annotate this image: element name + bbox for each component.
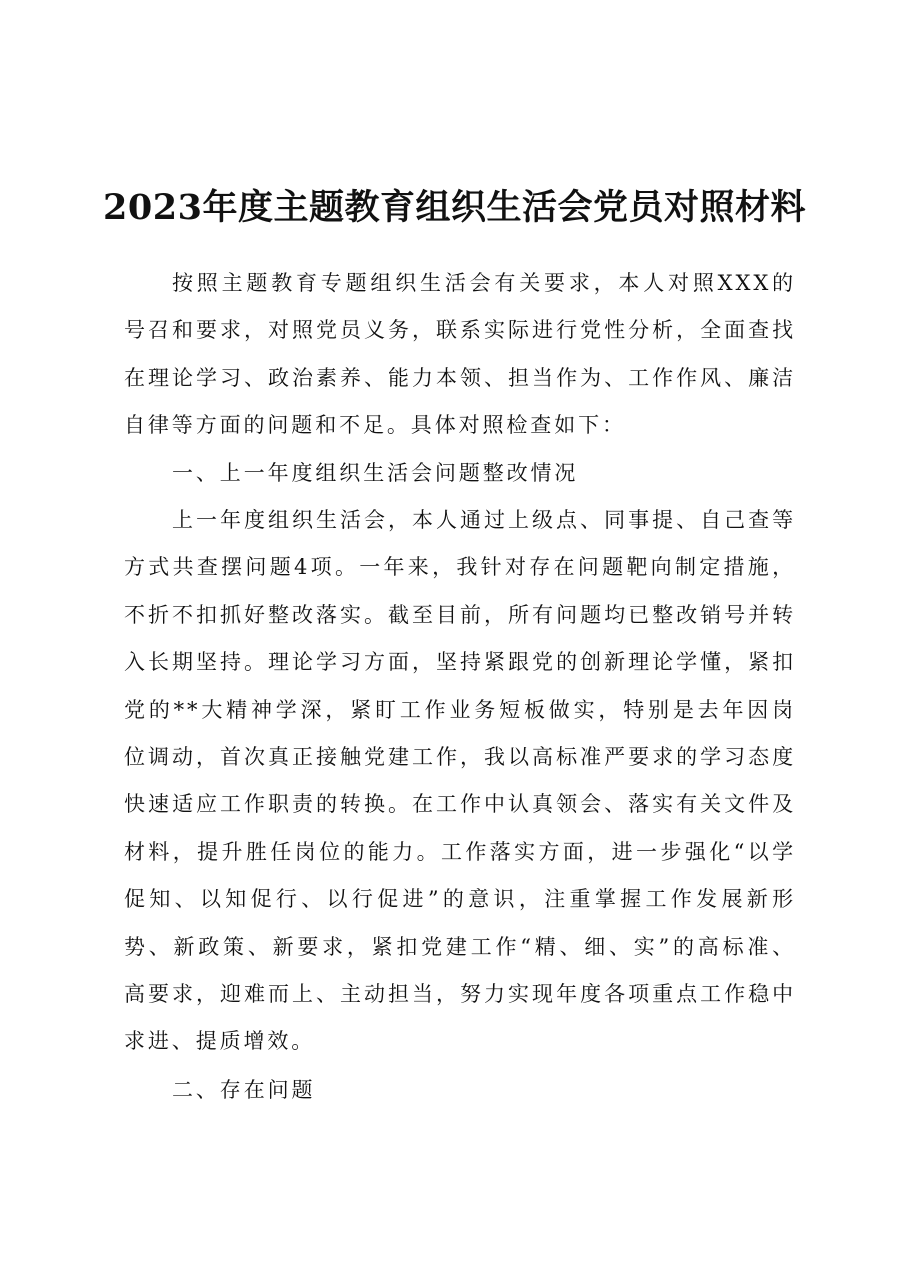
section-one-heading: 一、上一年度组织生活会问题整改情况: [172, 461, 579, 485]
section-one-body-paragraph: 上一年度组织生活会，本人通过上级点、同事提、自己查等方式共查摆问题4项。一年来，我针对存在问题靶向制定措施，不折不扣抓好整改落实。截至目前，所有问题均已整改销号并转入长期坚持。理论学习方面，坚持紧跟党的创新理论学懂，紧扣党的**大精神学深，紧盯工作业务短板做实，特别是去年因岗位调动，首次真正接触党建工作，我以高标准严要求的学习态度快速适应工作职责的转换。在工作中认真领会、落实有关文件及材料，提升胜任岗位的能力。工作落实方面，进一步强化“以学促知、以知促行、以行促进”的意识，注重掌握工作发展新形势、新政策、新要求，紧扣党建工作“精、细、实”的高标准、高要求，迎难而上、主动担当，努力实现年度各项重点工作稳中求进、提质增效。: [124, 508, 796, 1054]
intro-paragraph: 按照主题教育专题组织生活会有关要求，本人对照XXX的号召和要求，对照党员义务，联系实际进行党性分析，全面查找在理论学习、政治素养、能力本领、担当作为、工作作风、廉洁自律等方面的问题和不足。具体对照检查如下：: [124, 271, 796, 438]
section-two-heading: 二、存在问题: [172, 1078, 316, 1102]
document-title: 2023年度主题教育组织生活会党员对照材料: [103, 187, 806, 228]
